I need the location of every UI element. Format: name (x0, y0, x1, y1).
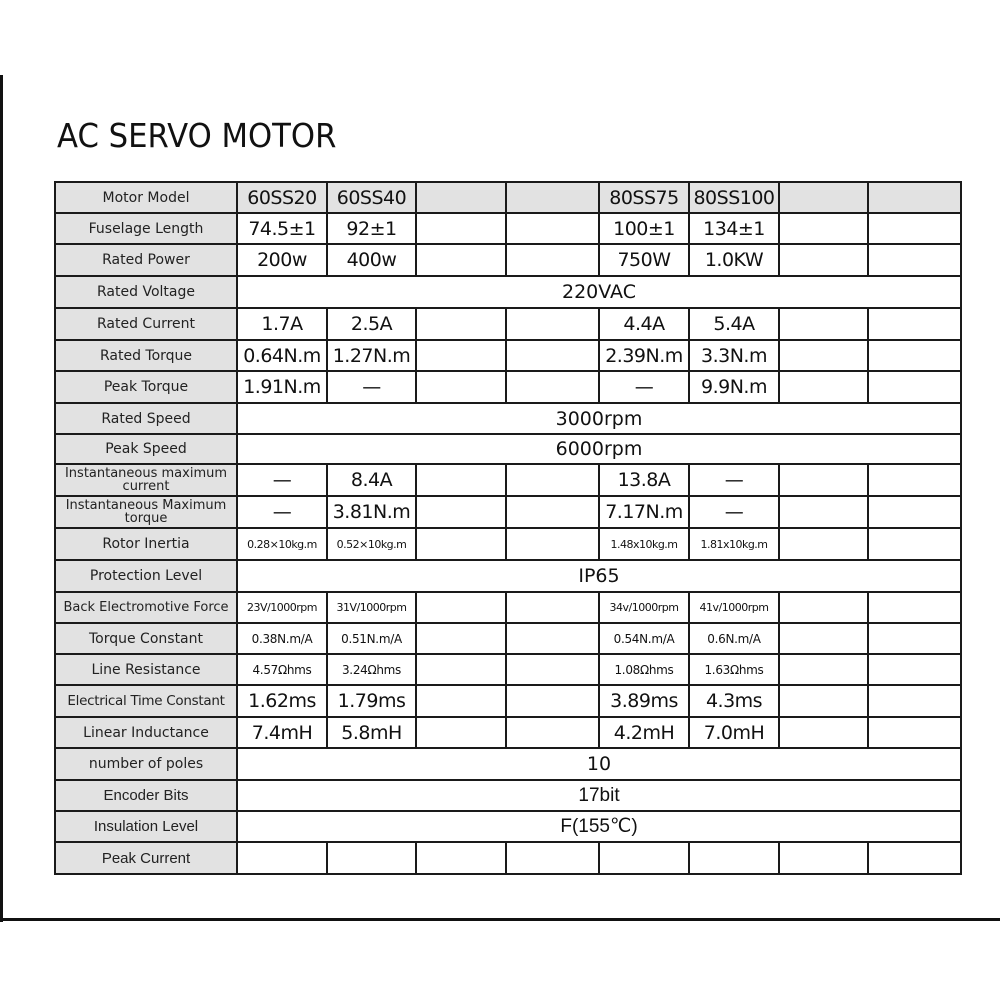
row-label: Rated Voltage (55, 276, 237, 308)
value-cell (416, 371, 506, 403)
value-cell: 1.0KW (689, 244, 779, 276)
value-cell (868, 244, 961, 276)
table-row (55, 842, 961, 874)
spec-table (54, 181, 962, 875)
value-cell (327, 842, 416, 874)
table-row (55, 717, 961, 748)
spanned-value-cell: 6000rpm (237, 434, 961, 464)
value-cell: 23V/1000rpm (237, 592, 327, 623)
value-cell (779, 340, 868, 371)
value-cell: 7.0mH (689, 717, 779, 748)
value-cell (416, 528, 506, 560)
page-title: AC SERVO MOTOR (57, 116, 337, 155)
value-cell: 0.64N.m (237, 340, 327, 371)
value-cell (506, 654, 599, 685)
value-cell: 1.08Ωhms (599, 654, 689, 685)
value-cell (416, 592, 506, 623)
value-cell (416, 842, 506, 874)
value-cell (506, 623, 599, 654)
value-cell (779, 592, 868, 623)
table-row (55, 213, 961, 244)
value-cell (868, 340, 961, 371)
value-cell (779, 528, 868, 560)
value-cell: — (689, 464, 779, 496)
table-row (55, 685, 961, 717)
value-cell (506, 842, 599, 874)
row-label: Line Resistance (55, 654, 237, 685)
value-cell (868, 308, 961, 340)
frame-bottom-border (0, 918, 1000, 921)
table-row (55, 623, 961, 654)
row-label: number of poles (55, 748, 237, 780)
table-row (55, 654, 961, 685)
value-cell (779, 371, 868, 403)
value-cell: 34v/1000rpm (599, 592, 689, 623)
value-cell: 3.24Ωhms (327, 654, 416, 685)
value-cell: 1.63Ωhms (689, 654, 779, 685)
value-cell: — (689, 496, 779, 528)
table-row (55, 308, 961, 340)
value-cell: 4.4A (599, 308, 689, 340)
table-row (55, 244, 961, 276)
value-cell: — (237, 464, 327, 496)
value-cell: 4.2mH (599, 717, 689, 748)
value-cell (506, 717, 599, 748)
value-cell (868, 213, 961, 244)
value-cell (506, 496, 599, 528)
value-cell (779, 464, 868, 496)
spanned-value-cell: 3000rpm (237, 403, 961, 434)
spanned-value-cell: 10 (237, 748, 961, 780)
value-cell (416, 308, 506, 340)
value-cell: 100±1 (599, 213, 689, 244)
value-cell: 7.17N.m (599, 496, 689, 528)
value-cell: 2.5A (327, 308, 416, 340)
model-cell: 60SS40 (327, 182, 416, 213)
value-cell (506, 308, 599, 340)
row-label: Instantaneous maximum current (55, 464, 237, 496)
row-label: Torque Constant (55, 623, 237, 654)
value-cell (779, 842, 868, 874)
value-cell: 31V/1000rpm (327, 592, 416, 623)
value-cell: — (599, 371, 689, 403)
value-cell: 4.57Ωhms (237, 654, 327, 685)
value-cell: 1.91N.m (237, 371, 327, 403)
model-cell (779, 182, 868, 213)
value-cell (506, 528, 599, 560)
table-row (55, 371, 961, 403)
header-row (55, 182, 961, 213)
value-cell (506, 244, 599, 276)
table-row (55, 528, 961, 560)
table-row (55, 496, 961, 528)
value-cell: 134±1 (689, 213, 779, 244)
row-label: Electrical Time Constant (55, 685, 237, 717)
table-row (55, 560, 961, 592)
value-cell (868, 464, 961, 496)
table-row (55, 811, 961, 842)
value-cell (416, 623, 506, 654)
value-cell: 9.9N.m (689, 371, 779, 403)
value-cell: 41v/1000rpm (689, 592, 779, 623)
value-cell (779, 496, 868, 528)
row-label: Instantaneous Maximum torque (55, 496, 237, 528)
value-cell: 200w (237, 244, 327, 276)
value-cell (779, 654, 868, 685)
value-cell (868, 842, 961, 874)
row-label: Motor Model (55, 182, 237, 213)
value-cell: 1.7A (237, 308, 327, 340)
value-cell (689, 842, 779, 874)
frame-left-border (0, 75, 3, 922)
spanned-value-cell: IP65 (237, 560, 961, 592)
model-cell (506, 182, 599, 213)
value-cell: 5.4A (689, 308, 779, 340)
value-cell (416, 213, 506, 244)
value-cell (416, 685, 506, 717)
table-row (55, 403, 961, 434)
value-cell (416, 496, 506, 528)
model-cell (868, 182, 961, 213)
table-row (55, 464, 961, 496)
value-cell (506, 213, 599, 244)
value-cell (506, 340, 599, 371)
value-cell: 74.5±1 (237, 213, 327, 244)
table-row (55, 340, 961, 371)
row-label: Rated Torque (55, 340, 237, 371)
value-cell (237, 842, 327, 874)
value-cell (506, 685, 599, 717)
value-cell (868, 623, 961, 654)
value-cell: 0.6N.m/A (689, 623, 779, 654)
value-cell: 1.79ms (327, 685, 416, 717)
value-cell: 3.81N.m (327, 496, 416, 528)
value-cell: 1.62ms (237, 685, 327, 717)
value-cell (416, 340, 506, 371)
value-cell: — (327, 371, 416, 403)
value-cell: 0.54N.m/A (599, 623, 689, 654)
value-cell (868, 654, 961, 685)
value-cell (868, 592, 961, 623)
value-cell: 7.4mH (237, 717, 327, 748)
value-cell: 13.8A (599, 464, 689, 496)
value-cell (779, 717, 868, 748)
value-cell: 0.52×10kg.m (327, 528, 416, 560)
value-cell (868, 717, 961, 748)
row-label: Encoder Bits (55, 780, 237, 811)
value-cell (868, 496, 961, 528)
value-cell: 750W (599, 244, 689, 276)
model-cell (416, 182, 506, 213)
table-row (55, 748, 961, 780)
value-cell (506, 371, 599, 403)
row-label: Peak Torque (55, 371, 237, 403)
value-cell (416, 654, 506, 685)
value-cell: 5.8mH (327, 717, 416, 748)
value-cell: 8.4A (327, 464, 416, 496)
value-cell: 92±1 (327, 213, 416, 244)
value-cell: 0.38N.m/A (237, 623, 327, 654)
spanned-value-cell: 220VAC (237, 276, 961, 308)
value-cell (416, 717, 506, 748)
value-cell (779, 623, 868, 654)
value-cell: 0.28×10kg.m (237, 528, 327, 560)
row-label: Insulation Level (55, 811, 237, 842)
model-cell: 80SS100 (689, 182, 779, 213)
row-label: Peak Current (55, 842, 237, 874)
value-cell (506, 464, 599, 496)
table-row (55, 276, 961, 308)
value-cell (868, 371, 961, 403)
table-row (55, 780, 961, 811)
value-cell: 0.51N.m/A (327, 623, 416, 654)
value-cell (868, 528, 961, 560)
table-row (55, 592, 961, 623)
row-label: Fuselage Length (55, 213, 237, 244)
value-cell: 1.27N.m (327, 340, 416, 371)
value-cell: 400w (327, 244, 416, 276)
spanned-value-cell: F(155℃) (237, 811, 961, 842)
row-label: Peak Speed (55, 434, 237, 464)
value-cell: 1.81x10kg.m (689, 528, 779, 560)
row-label: Rated Current (55, 308, 237, 340)
value-cell: 3.89ms (599, 685, 689, 717)
value-cell: 4.3ms (689, 685, 779, 717)
value-cell (868, 685, 961, 717)
row-label: Rotor Inertia (55, 528, 237, 560)
value-cell: 3.3N.m (689, 340, 779, 371)
spanned-value-cell: 17bit (237, 780, 961, 811)
value-cell (779, 685, 868, 717)
model-cell: 80SS75 (599, 182, 689, 213)
value-cell (506, 592, 599, 623)
row-label: Rated Speed (55, 403, 237, 434)
row-label: Protection Level (55, 560, 237, 592)
value-cell (599, 842, 689, 874)
value-cell: 1.48x10kg.m (599, 528, 689, 560)
value-cell (416, 464, 506, 496)
value-cell (779, 213, 868, 244)
value-cell (779, 308, 868, 340)
value-cell: 2.39N.m (599, 340, 689, 371)
value-cell (416, 244, 506, 276)
model-cell: 60SS20 (237, 182, 327, 213)
row-label: Linear Inductance (55, 717, 237, 748)
value-cell (779, 244, 868, 276)
table-row (55, 434, 961, 464)
row-label: Back Electromotive Force (55, 592, 237, 623)
value-cell: — (237, 496, 327, 528)
row-label: Rated Power (55, 244, 237, 276)
